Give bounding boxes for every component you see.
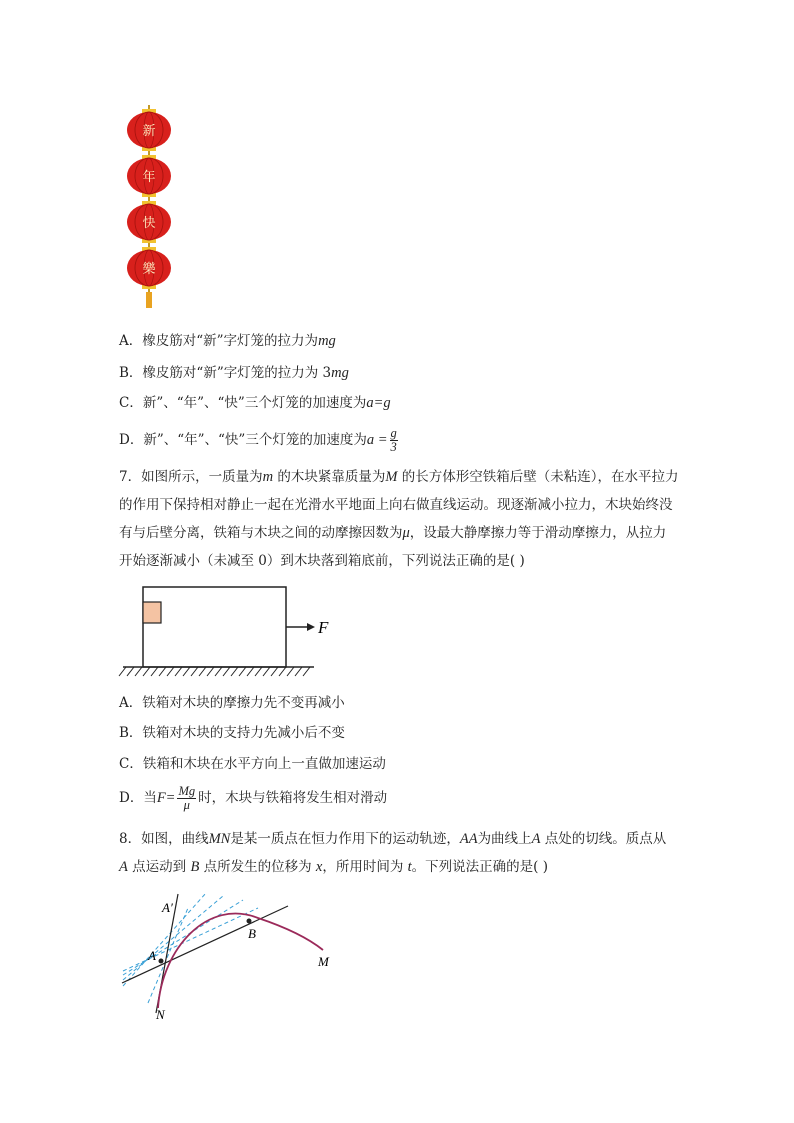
q6-option-a: A．橡皮筋对“新”字灯笼的拉力为mg bbox=[119, 333, 336, 349]
lantern-3 bbox=[127, 201, 171, 243]
q7-option-a: A．铁箱对木块的摩擦力先不变再减小 bbox=[119, 695, 345, 711]
q7-option-c: C．铁箱和木块在水平方向上一直做加速运动 bbox=[119, 756, 386, 772]
wood-block bbox=[143, 602, 161, 623]
lantern-char-2: 年 bbox=[142, 169, 156, 184]
lantern-char-1: 新 bbox=[142, 123, 156, 138]
lantern-4 bbox=[127, 247, 171, 289]
label-b: B bbox=[248, 926, 256, 941]
lantern-2 bbox=[127, 155, 171, 197]
box-block-figure bbox=[118, 582, 338, 680]
fraction-g-over-3: $\frac{g}{3}$ bbox=[390, 426, 397, 454]
q7-option-d: D．当F= $\frac{Mg}{\mu}$ 时，木块与铁箱将发生相对滑动 bbox=[119, 784, 388, 812]
lantern-char-4: 樂 bbox=[142, 261, 156, 276]
force-label: F bbox=[318, 618, 329, 637]
q6-option-b: B．橡皮筋对“新”字灯笼的拉力为 3mg bbox=[119, 365, 349, 381]
q7-option-b: B．铁箱对木块的支持力先减小后不变 bbox=[119, 725, 345, 741]
lantern-1 bbox=[127, 109, 171, 151]
q8-stem: 8．如图，曲线MN是某一质点在恒力作用下的运动轨迹，AA为曲线上A 点处的切线。质点从 A 点运动到 B 点所发生的位移为 x，所用时间为 t。下列说法正确的是( ) bbox=[119, 831, 667, 875]
lantern-char-3: 快 bbox=[142, 215, 156, 230]
q6-option-d: D．新”、“年”、“快”三个灯笼的加速度为a = $\frac{g}{3}$ bbox=[119, 426, 397, 454]
q6-option-c: C．新”、“年”、“快”三个灯笼的加速度为a=g bbox=[119, 395, 391, 411]
lantern-tassel bbox=[146, 292, 152, 308]
lantern-figure bbox=[118, 103, 178, 315]
chord-line bbox=[122, 906, 288, 983]
label-a-prime: A′ bbox=[162, 900, 173, 915]
fraction-mg-over-mu: $\frac{Mg}{\mu}$ bbox=[178, 784, 196, 812]
label-m: M bbox=[318, 954, 329, 969]
label-a: A bbox=[148, 948, 156, 963]
label-n: N bbox=[156, 1007, 165, 1022]
q7-stem: 7．如图所示，一质量为m 的木块紧靠质量为M 的长方体形空铁箱后壁（未粘连），在水平拉力的作用下保持相对静止一起在光滑水平地面上向右做直线运动。现逐渐减小拉力，木块始终没有与后壁分离，铁箱与木块之间的动摩擦因数为μ，设最大静摩擦力等于滑动摩擦力，从拉力开始逐渐减小（未减至 0）到木块落到箱底前，下列说法正确的是( ) bbox=[119, 469, 679, 569]
trajectory-figure bbox=[118, 888, 348, 1023]
